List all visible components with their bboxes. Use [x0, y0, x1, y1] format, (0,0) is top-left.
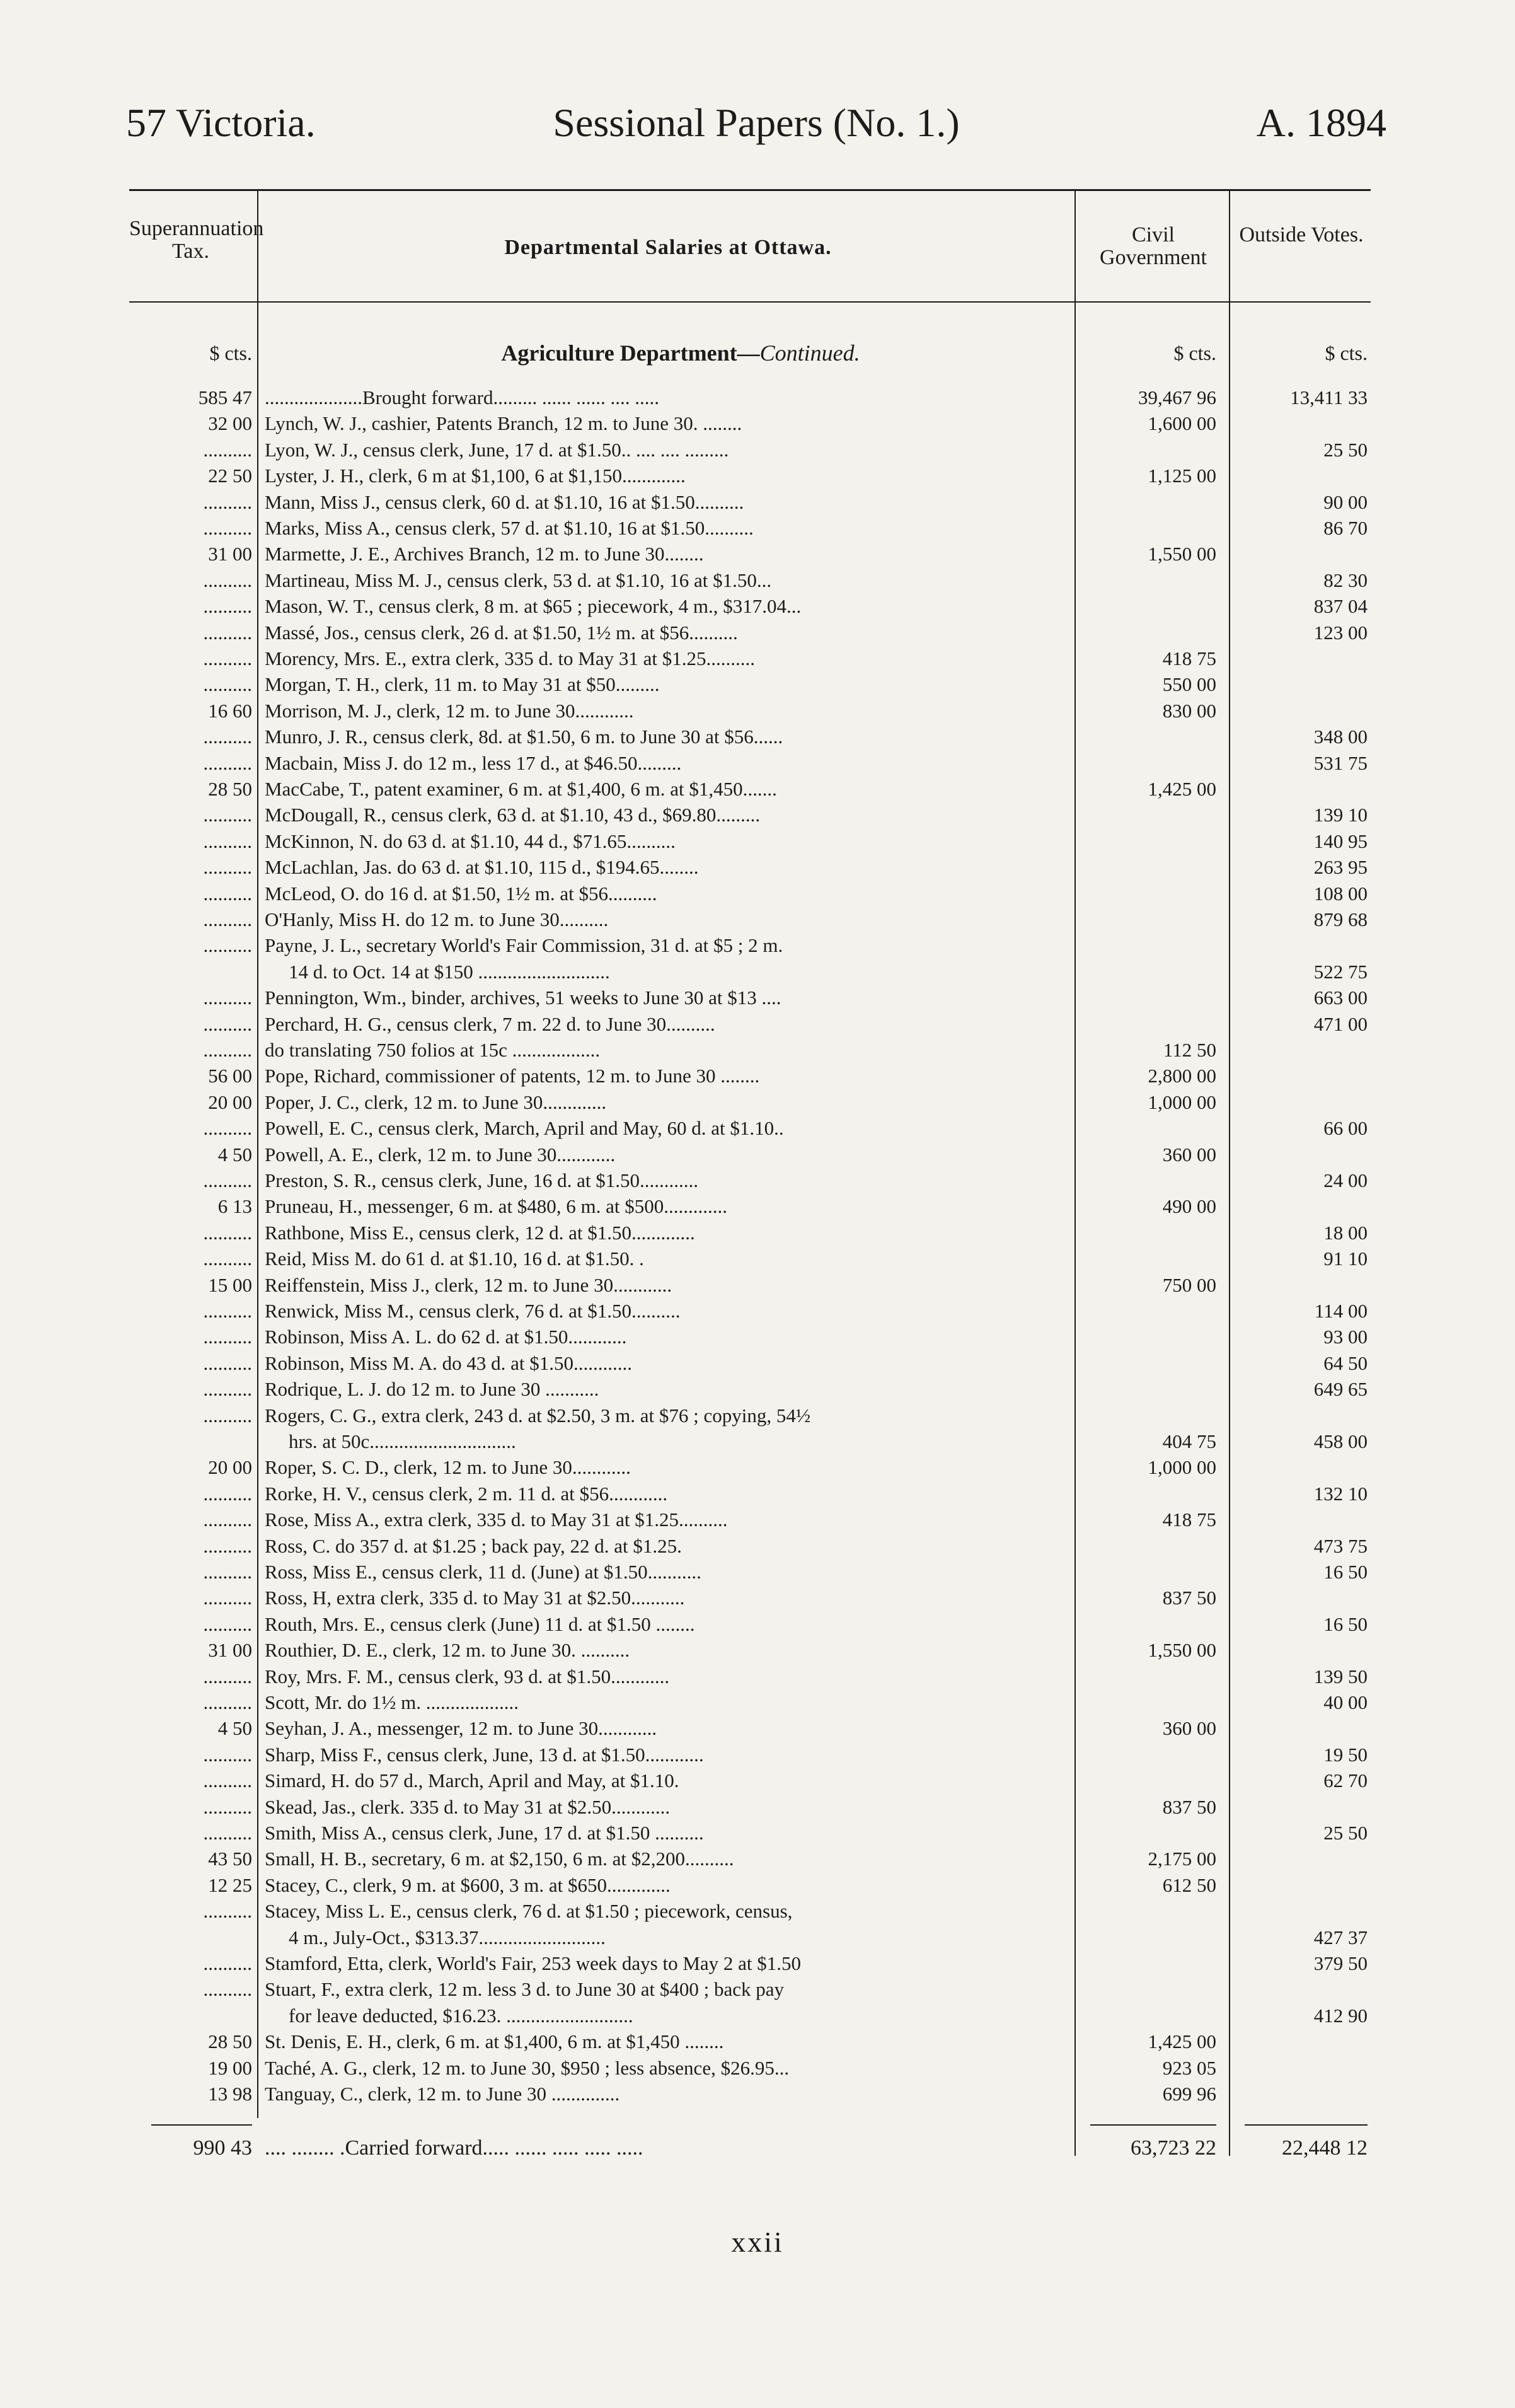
row-description: do translating 750 folios at 15c ..................: [265, 1039, 601, 1061]
row-tax: ..........: [203, 1665, 252, 1687]
row-civil-government: 699 96: [1162, 2083, 1216, 2105]
row-civil-government: 837 50: [1162, 1587, 1216, 1609]
row-tax: 20 00: [208, 1456, 252, 1479]
row-tax: ..........: [203, 1508, 252, 1531]
row-description: Simard, H. do 57 d., March, April and May, at $1.10.: [265, 1769, 679, 1792]
row-outside-votes: 837 04: [1313, 595, 1368, 618]
row-tax: ..........: [203, 490, 252, 513]
row-tax: ..........: [203, 1247, 252, 1270]
row-tax: 15 00: [208, 1273, 252, 1296]
row-description: Seyhan, J. A., messenger, 12 m. to June 30............: [265, 1717, 657, 1740]
row-tax: ..........: [203, 1352, 252, 1374]
total-rule-civil: [1090, 2124, 1216, 2126]
section-title-text: Agriculture Department: [501, 340, 737, 366]
row-outside-votes: 458 00: [1313, 1430, 1368, 1452]
row-tax: ..........: [203, 882, 252, 905]
row-outside-votes: 379 50: [1313, 1952, 1368, 1974]
row-civil-government: 2,175 00: [1148, 1848, 1216, 1870]
row-description: Macbain, Miss J. do 12 m., less 17 d., at $46.50.........: [265, 751, 682, 774]
row-description: Martineau, Miss M. J., census clerk, 53 d. at $1.10, 16 at $1.50...: [265, 569, 772, 591]
row-description: Robinson, Miss A. L. do 62 d. at $1.50............: [265, 1326, 627, 1348]
row-outside-votes: 13,411 33: [1290, 386, 1368, 408]
row-civil-government: 550 00: [1162, 673, 1216, 696]
row-tax: 4 50: [217, 1143, 252, 1166]
row-tax: ..........: [203, 595, 252, 618]
row-description: Taché, A. G., clerk, 12 m. to June 30, $950 ; less absence, $26.95...: [265, 2056, 790, 2079]
row-description: Rathbone, Miss E., census clerk, 12 d. at $1.50.............: [265, 1221, 695, 1244]
row-description: Mason, W. T., census clerk, 8 m. at $65 ; piecework, 4 m., $317.04...: [265, 595, 802, 618]
row-tax: 22 50: [208, 465, 252, 487]
row-tax: ..........: [203, 934, 252, 957]
row-tax: 4 50: [217, 1717, 252, 1740]
row-outside-votes: 86 70: [1323, 517, 1368, 539]
row-civil-government: 923 05: [1162, 2056, 1216, 2079]
row-tax: ..........: [203, 726, 252, 748]
row-outside-votes: 649 65: [1313, 1378, 1368, 1401]
row-civil-government: 1,425 00: [1148, 778, 1216, 800]
row-tax: ..........: [203, 517, 252, 539]
row-description: McLeod, O. do 16 d. at $1.50, 1½ m. at $56..........: [265, 882, 657, 905]
row-description: Tanguay, C., clerk, 12 m. to June 30 ..............: [265, 2083, 620, 2105]
row-outside-votes: 66 00: [1323, 1117, 1368, 1140]
row-description: Ross, C. do 357 d. at $1.25 ; back pay, 22 d. at $1.25.: [265, 1534, 682, 1557]
row-outside-votes: 108 00: [1313, 882, 1368, 905]
row-tax: ..........: [203, 1300, 252, 1322]
row-description: Routh, Mrs. E., census clerk (June) 11 d. at $1.50 ........: [265, 1612, 695, 1635]
column-head-title: Departmental Salaries at Ottawa.: [504, 236, 832, 259]
row-outside-votes: 348 00: [1313, 726, 1368, 748]
row-outside-votes: 427 37: [1313, 1926, 1368, 1948]
row-description: Ross, H, extra clerk, 335 d. to May 31 at $2.50...........: [265, 1587, 685, 1609]
row-description: Pope, Richard, commissioner of patents, 12 m. to June 30 ........: [265, 1065, 760, 1087]
row-description: Routhier, D. E., clerk, 12 m. to June 30. ..........: [265, 1639, 630, 1662]
row-tax: ..........: [203, 751, 252, 774]
row-description: Munro, J. R., census clerk, 8d. at $1.50, 6 m. to June 30 at $56......: [265, 726, 783, 748]
row-description: Rogers, C. G., extra clerk, 243 d. at $2.50, 3 m. at $76 ; copying, 54½: [265, 1404, 811, 1427]
footer-civil: 63,723 22: [1131, 2136, 1216, 2160]
row-tax: ..........: [203, 1900, 252, 1923]
section-continued: Continued.: [759, 340, 860, 366]
row-civil-government: 112 50: [1163, 1039, 1216, 1061]
row-outside-votes: 19 50: [1323, 1743, 1368, 1766]
row-tax: ..........: [203, 1482, 252, 1505]
row-tax: ..........: [203, 1039, 252, 1061]
row-description: Sharp, Miss F., census clerk, June, 13 d. at $1.50............: [265, 1743, 704, 1766]
row-tax: 32 00: [208, 412, 252, 435]
section-title: Agriculture Department—Continued.: [501, 340, 860, 366]
row-tax: ..........: [203, 1822, 252, 1844]
row-outside-votes: 663 00: [1313, 987, 1368, 1009]
row-outside-votes: 522 75: [1313, 960, 1368, 983]
row-tax: ..........: [203, 1169, 252, 1191]
row-tax: ..........: [203, 1378, 252, 1401]
column-head-tax: [129, 217, 264, 263]
row-tax: ..........: [203, 1404, 252, 1427]
row-description: Rodrique, L. J. do 12 m. to June 30 ...........: [265, 1378, 599, 1401]
row-tax: ..........: [203, 1587, 252, 1609]
column-divider-tax: [257, 189, 258, 2118]
row-outside-votes: 473 75: [1313, 1534, 1368, 1557]
row-tax: ..........: [203, 1534, 252, 1557]
total-rule-tax: [151, 2124, 252, 2126]
row-outside-votes: 412 90: [1313, 2004, 1368, 2027]
row-description: Roper, S. C. D., clerk, 12 m. to June 30............: [265, 1456, 631, 1479]
row-tax: 20 00: [208, 1091, 252, 1113]
row-outside-votes: 90 00: [1323, 490, 1368, 513]
row-tax: 28 50: [208, 2030, 252, 2053]
row-outside-votes: 114 00: [1314, 1300, 1368, 1322]
row-tax: ..........: [203, 1612, 252, 1635]
row-civil-government: 750 00: [1162, 1273, 1216, 1296]
row-tax: ..........: [203, 1795, 252, 1818]
row-description: Mann, Miss J., census clerk, 60 d. at $1.10, 16 at $1.50..........: [265, 490, 744, 513]
column-head-rule: [129, 301, 1371, 303]
column-divider-civil: [1074, 189, 1076, 2156]
row-civil-government: 418 75: [1162, 1508, 1216, 1531]
row-civil-government: 1,550 00: [1148, 1639, 1216, 1662]
page-folio: xxii: [731, 2226, 784, 2258]
row-civil-government: 1,000 00: [1148, 1091, 1216, 1113]
row-description: Morrison, M. J., clerk, 12 m. to June 30............: [265, 699, 634, 722]
row-outside-votes: 24 00: [1323, 1169, 1368, 1191]
row-outside-votes: 93 00: [1323, 1326, 1368, 1348]
row-outside-votes: 25 50: [1323, 1822, 1368, 1844]
row-tax: ..........: [203, 1769, 252, 1792]
row-tax: ..........: [203, 569, 252, 591]
row-outside-votes: 140 95: [1313, 830, 1368, 852]
row-outside-votes: 139 10: [1313, 804, 1368, 826]
row-description: Poper, J. C., clerk, 12 m. to June 30.............: [265, 1091, 607, 1113]
footer-tax: 990 43: [193, 2136, 252, 2160]
row-civil-government: 360 00: [1162, 1143, 1216, 1166]
row-description: 4 m., July-Oct., $313.37..........................: [289, 1926, 606, 1948]
row-description: hrs. at 50c..............................: [289, 1430, 516, 1452]
row-description: Skead, Jas., clerk. 335 d. to May 31 at $2.50............: [265, 1795, 671, 1818]
row-description: Powell, A. E., clerk, 12 m. to June 30............: [265, 1143, 616, 1166]
row-description: ....................Brought forward......... ...... ...... .... .....: [265, 386, 659, 408]
row-description: Reiffenstein, Miss J., clerk, 12 m. to June 30............: [265, 1273, 672, 1296]
row-tax: ..........: [203, 1978, 252, 2001]
row-tax: ..........: [203, 1012, 252, 1035]
row-tax: ..........: [203, 1952, 252, 1974]
row-description: Robinson, Miss M. A. do 43 d. at $1.50............: [265, 1352, 633, 1374]
row-description: Smith, Miss A., census clerk, June, 17 d. at $1.50 ..........: [265, 1822, 704, 1844]
unit-civil: $ cts.: [1173, 342, 1216, 364]
row-description: St. Denis, E. H., clerk, 6 m. at $1,400, 6 m. at $1,450 ........: [265, 2030, 724, 2053]
row-description: Marks, Miss A., census clerk, 57 d. at $1.10, 16 at $1.50..........: [265, 517, 754, 539]
row-outside-votes: 16 50: [1323, 1561, 1368, 1583]
row-outside-votes: 18 00: [1323, 1221, 1368, 1244]
header-left: 57 Victoria.: [126, 100, 316, 145]
row-outside-votes: 123 00: [1313, 621, 1368, 644]
row-tax: ..........: [203, 438, 252, 461]
row-outside-votes: 91 10: [1323, 1247, 1368, 1270]
row-description: Morgan, T. H., clerk, 11 m. to May 31 at $50.........: [265, 673, 660, 696]
row-civil-government: 1,425 00: [1148, 2030, 1216, 2053]
row-tax: 16 60: [208, 699, 252, 722]
row-description: MacCabe, T., patent examiner, 6 m. at $1,400, 6 m. at $1,450.......: [265, 778, 777, 800]
row-description: Preston, S. R., census clerk, June, 16 d. at $1.50............: [265, 1169, 698, 1191]
row-outside-votes: 40 00: [1323, 1691, 1368, 1713]
row-description: Pennington, Wm., binder, archives, 51 weeks to June 30 at $13 ....: [265, 987, 781, 1009]
row-description: 14 d. to Oct. 14 at $150 ...........................: [289, 960, 610, 983]
row-tax: ..........: [203, 647, 252, 669]
row-tax: ..........: [203, 621, 252, 644]
row-description: Perchard, H. G., census clerk, 7 m. 22 d. to June 30..........: [265, 1012, 715, 1035]
row-civil-government: 1,125 00: [1148, 465, 1216, 487]
row-civil-government: 1,600 00: [1148, 412, 1216, 435]
footer-desc: .... ........ .Carried forward..... ...... ..... ..... .....: [265, 2136, 643, 2160]
row-civil-government: 404 75: [1162, 1430, 1216, 1452]
row-tax: ..........: [203, 1561, 252, 1583]
row-description: Reid, Miss M. do 61 d. at $1.10, 16 d. at $1.50. .: [265, 1247, 644, 1270]
row-civil-government: 39,467 96: [1138, 386, 1216, 408]
row-civil-government: 612 50: [1162, 1873, 1216, 1896]
row-outside-votes: 263 95: [1313, 856, 1368, 879]
row-description: Scott, Mr. do 1½ m. ...................: [265, 1691, 519, 1713]
footer-outside: 22,448 12: [1282, 2136, 1368, 2160]
row-tax: 13 98: [208, 2083, 252, 2105]
row-description: Stacey, C., clerk, 9 m. at $600, 3 m. at $650.............: [265, 1873, 671, 1896]
row-description: Stacey, Miss L. E., census clerk, 76 d. at $1.50 ; piecework, census,: [265, 1900, 793, 1923]
row-description: McLachlan, Jas. do 63 d. at $1.10, 115 d., $194.65........: [265, 856, 699, 879]
row-tax: ..........: [203, 1691, 252, 1713]
row-tax: ..........: [203, 1743, 252, 1766]
row-civil-government: 1,550 00: [1148, 543, 1216, 565]
row-civil-government: 830 00: [1162, 699, 1216, 722]
row-civil-government: 360 00: [1162, 1717, 1216, 1740]
table-top-rule: [129, 189, 1371, 191]
row-tax: ..........: [203, 830, 252, 852]
row-description: Lynch, W. J., cashier, Patents Branch, 12 m. to June 30. ........: [265, 412, 742, 435]
row-outside-votes: 64 50: [1323, 1352, 1368, 1374]
row-outside-votes: 82 30: [1323, 569, 1368, 591]
row-outside-votes: 62 70: [1323, 1769, 1368, 1792]
row-tax: 56 00: [208, 1065, 252, 1087]
row-description: Lyster, J. H., clerk, 6 m at $1,100, 6 at $1,150.............: [265, 465, 686, 487]
column-head-outside: Outside Votes.: [1239, 223, 1364, 246]
row-tax: 19 00: [208, 2056, 252, 2079]
total-rule-outside: [1245, 2124, 1368, 2126]
row-description: Stamford, Etta, clerk, World's Fair, 253 week days to May 2 at $1.50: [265, 1952, 802, 1974]
row-civil-government: 490 00: [1162, 1195, 1216, 1218]
row-description: Stuart, F., extra clerk, 12 m. less 3 d. to June 30 at $400 ; back pay: [265, 1978, 785, 2001]
column-divider-outside: [1229, 189, 1230, 2156]
row-description: Ross, Miss E., census clerk, 11 d. (June) at $1.50...........: [265, 1561, 701, 1583]
column-head-civil: Civil Government: [1100, 223, 1207, 269]
row-outside-votes: 879 68: [1313, 908, 1368, 930]
row-tax: ..........: [203, 804, 252, 826]
row-tax: 31 00: [208, 1639, 252, 1662]
row-tax: ..........: [203, 1221, 252, 1244]
row-description: Renwick, Miss M., census clerk, 76 d. at $1.50..........: [265, 1300, 681, 1322]
row-civil-government: 2,800 00: [1148, 1065, 1216, 1087]
row-civil-government: 418 75: [1162, 647, 1216, 669]
row-description: Rorke, H. V., census clerk, 2 m. 11 d. at $56............: [265, 1482, 668, 1505]
row-outside-votes: 132 10: [1313, 1482, 1368, 1505]
row-tax: 6 13: [217, 1195, 252, 1218]
row-description: Morency, Mrs. E., extra clerk, 335 d. to May 31 at $1.25..........: [265, 647, 755, 669]
row-tax: ..........: [203, 908, 252, 930]
row-tax: 12 25: [208, 1873, 252, 1896]
row-description: Rose, Miss A., extra clerk, 335 d. to May 31 at $1.25..........: [265, 1508, 728, 1531]
header-right: A. 1894: [1256, 100, 1386, 145]
row-description: Small, H. B., secretary, 6 m. at $2,150, 6 m. at $2,200..........: [265, 1848, 734, 1870]
row-tax: ..........: [203, 987, 252, 1009]
row-tax: ..........: [203, 673, 252, 696]
row-outside-votes: 471 00: [1313, 1012, 1368, 1035]
row-outside-votes: 139 50: [1313, 1665, 1368, 1687]
row-description: Powell, E. C., census clerk, March, April and May, 60 d. at $1.10..: [265, 1117, 784, 1140]
row-tax: 43 50: [208, 1848, 252, 1870]
row-description: Lyon, W. J., census clerk, June, 17 d. at $1.50.. .... .... .........: [265, 438, 729, 461]
unit-tax: $ cts.: [209, 342, 252, 364]
column-head-tax-text: Superannuation Tax.: [129, 217, 264, 263]
running-head: [126, 95, 1386, 151]
row-description: for leave deducted, $16.23. ..........................: [289, 2004, 633, 2027]
row-description: McDougall, R., census clerk, 63 d. at $1.10, 43 d., $69.80.........: [265, 804, 761, 826]
row-description: Roy, Mrs. F. M., census clerk, 93 d. at $1.50............: [265, 1665, 670, 1687]
row-tax: ..........: [203, 1326, 252, 1348]
row-tax: ..........: [203, 856, 252, 879]
row-description: Marmette, J. E., Archives Branch, 12 m. to June 30........: [265, 543, 704, 565]
row-tax: 31 00: [208, 543, 252, 565]
row-tax: 585 47: [198, 386, 252, 408]
row-outside-votes: 16 50: [1323, 1612, 1368, 1635]
row-tax: ..........: [203, 1117, 252, 1140]
row-outside-votes: 531 75: [1313, 751, 1368, 774]
row-description: Massé, Jos., census clerk, 26 d. at $1.50, 1½ m. at $56..........: [265, 621, 738, 644]
row-description: O'Hanly, Miss H. do 12 m. to June 30..........: [265, 908, 609, 930]
row-description: Payne, J. L., secretary World's Fair Commission, 31 d. at $5 ; 2 m.: [265, 934, 783, 957]
row-description: McKinnon, N. do 63 d. at $1.10, 44 d., $71.65..........: [265, 830, 676, 852]
header-center: Sessional Papers (No. 1.): [553, 100, 960, 145]
row-civil-government: 837 50: [1162, 1795, 1216, 1818]
row-civil-government: 1,000 00: [1148, 1456, 1216, 1479]
row-tax: 28 50: [208, 778, 252, 800]
unit-outside: $ cts.: [1325, 342, 1368, 364]
row-outside-votes: 25 50: [1323, 438, 1368, 461]
row-description: Pruneau, H., messenger, 6 m. at $480, 6 m. at $500.............: [265, 1195, 728, 1218]
